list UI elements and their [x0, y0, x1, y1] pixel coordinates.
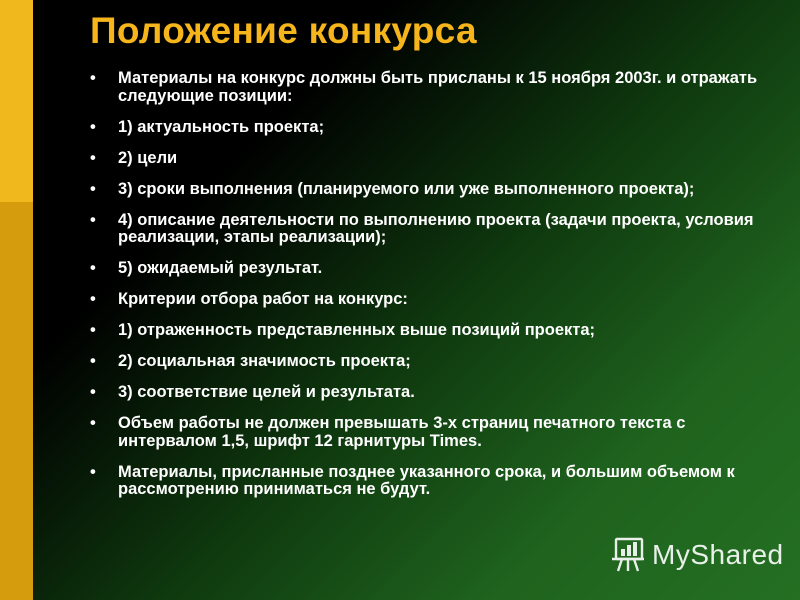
- bullet-dot: •: [90, 383, 96, 401]
- slide-title: Положение конкурса: [90, 10, 477, 51]
- accent-bar-bottom: [0, 202, 33, 600]
- bullet-text: Материалы, присланные позднее указанного срока, и большим объемом к рассмотрению приниматься не будут.: [118, 462, 735, 498]
- bullet-dot: •: [90, 179, 96, 198]
- bullet-item: [90, 464, 770, 499]
- bullet-dot: •: [90, 290, 96, 308]
- bullet-item: [90, 260, 770, 278]
- bullet-item: [90, 291, 770, 309]
- bullet-text: 4) описание деятельности по выполнению проекта (задачи проекта, условия реализации, этапы реализации);: [118, 210, 754, 246]
- bullet-dot: •: [90, 117, 96, 136]
- myshared-watermark: [610, 532, 790, 578]
- bullet-item: [90, 150, 770, 168]
- bullet-dot: •: [90, 69, 96, 87]
- presentation-board-icon: [610, 535, 646, 575]
- bullet-item: [90, 70, 770, 105]
- bullet-text: 1) отраженность представленных выше позиций проекта;: [118, 321, 596, 339]
- bullet-item: [90, 212, 770, 247]
- bullet-dot: •: [90, 352, 96, 370]
- bullet-item: [90, 384, 770, 402]
- bullet-dot: •: [90, 414, 96, 432]
- bullet-text: Материалы на конкурс должны быть присланы к 15 ноября 2003г. и отражать следующие позиции:: [118, 69, 758, 105]
- bullet-text: 1) актуальность проекта;: [118, 117, 325, 136]
- bullet-text: 3) сроки выполнения (планируемого или уже выполненного проекта);: [118, 179, 695, 198]
- bullet-text: 3) соответствие целей и результата.: [118, 383, 415, 401]
- bullet-dot: •: [90, 462, 96, 481]
- bullet-item: [90, 415, 770, 450]
- bullet-list: [90, 70, 770, 512]
- bullet-text: Объем работы не должен превышать 3-х страниц печатного текста с интервалом 1,5, шрифт 12 гарнитуры Times.: [118, 414, 686, 450]
- bullet-item: [90, 353, 770, 371]
- bullet-item: [90, 119, 770, 137]
- accent-bar-top: [0, 0, 33, 202]
- bullet-text: 5) ожидаемый результат.: [118, 259, 323, 277]
- bullet-item: [90, 322, 770, 340]
- bullet-item: [90, 181, 770, 199]
- bullet-dot: •: [90, 210, 96, 229]
- bullet-dot: •: [90, 259, 96, 277]
- bullet-text: Критерии отбора работ на конкурс:: [118, 290, 408, 308]
- watermark-text: MyShared: [652, 539, 784, 570]
- bullet-dot: •: [90, 148, 96, 167]
- bullet-text: 2) социальная значимость проекта;: [118, 352, 411, 370]
- bullet-dot: •: [90, 321, 96, 339]
- bullet-text: 2) цели: [118, 148, 178, 167]
